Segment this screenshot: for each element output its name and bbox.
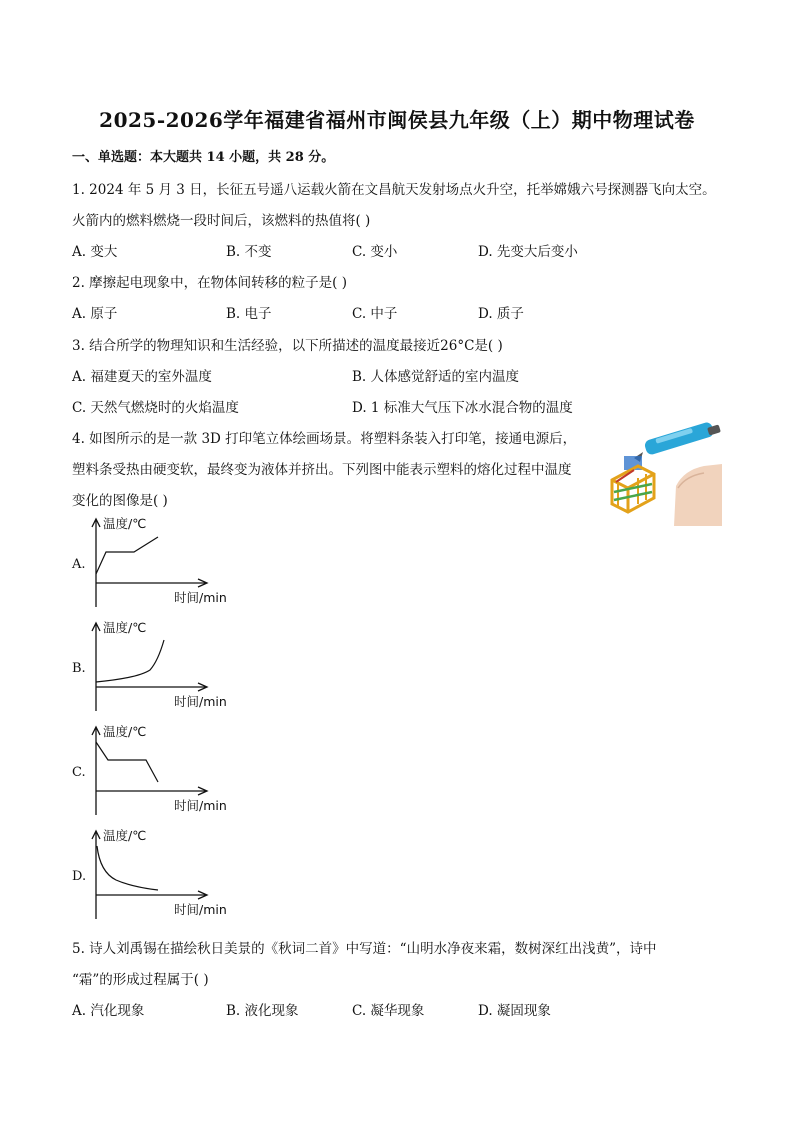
- graph-b-xlabel: 时间/min: [174, 694, 227, 709]
- q5-option-a: A. 汽化现象: [72, 1003, 145, 1019]
- graph-c-xlabel: 时间/min: [174, 798, 227, 813]
- q2-option-d: D. 质子: [478, 306, 524, 322]
- q2-text: 2. 摩擦起电现象中，在物体间转移的粒子是( ): [72, 275, 347, 291]
- q1-text-line1: 1. 2024 年 5 月 3 日，长征五号遥八运载火箭在文昌航天发射场点火升空，托举嫦娥六号探测器飞向太空。: [72, 182, 716, 198]
- graph-a-label: A.: [72, 557, 86, 572]
- q1-option-c: C. 变小: [352, 244, 398, 260]
- q2-option-b: B. 电子: [226, 306, 272, 322]
- graph-d: [88, 824, 248, 924]
- q3-option-a: A. 福建夏天的室外温度: [72, 369, 212, 385]
- graph-b-ylabel: 温度/℃: [103, 620, 147, 635]
- q3-option-d: D. 1 标准大气压下冰水混合物的温度: [352, 400, 573, 416]
- page-title: 2025-2026学年福建省福州市闽侯县九年级（上）期中物理试卷: [99, 108, 695, 132]
- graph-c-label: C.: [72, 765, 86, 780]
- q5-option-b: B. 液化现象: [226, 1003, 299, 1019]
- q4-text-line3: 变化的图像是( ): [72, 493, 168, 509]
- q5-text-line1: 5. 诗人刘禹锡在描绘秋日美景的《秋词二首》中写道：“山明水净夜来霜，数树深红出浅黄”，诗中: [72, 941, 657, 957]
- q5-option-d: D. 凝固现象: [478, 1003, 551, 1019]
- q2-option-c: C. 中子: [352, 306, 398, 322]
- graph-d-ylabel: 温度/℃: [103, 828, 147, 843]
- 3d-printing-pen-image: [604, 418, 722, 526]
- q1-option-b: B. 不变: [226, 244, 272, 260]
- q4-text-line1: 4. 如图所示的是一款 3D 打印笔立体绘画场景。将塑料条装入打印笔，接通电源后，: [72, 431, 577, 447]
- q1-text-line2: 火箭内的燃料燃烧一段时间后，该燃料的热值将( ): [72, 213, 371, 229]
- graph-c: [88, 720, 248, 820]
- graph-c-curve: [96, 742, 158, 782]
- graph-a-ylabel: 温度/℃: [103, 516, 147, 531]
- q2-option-a: A. 原子: [72, 306, 118, 322]
- q3-option-b: B. 人体感觉舒适的室内温度: [352, 369, 520, 385]
- q5-text-line2: “霜”的形成过程属于( ): [72, 972, 209, 988]
- graph-c-ylabel: 温度/℃: [103, 724, 147, 739]
- graph-d-curve: [97, 846, 158, 890]
- q5-option-c: C. 凝华现象: [352, 1003, 425, 1019]
- graph-b: [88, 616, 248, 716]
- graph-a-curve: [96, 537, 158, 574]
- q3-option-c: C. 天然气燃烧时的火焰温度: [72, 400, 239, 416]
- q1-option-d: D. 先变大后变小: [478, 244, 578, 260]
- q1-option-a: A. 变大: [72, 244, 118, 260]
- graph-a-xlabel: 时间/min: [174, 590, 227, 605]
- q4-text-line2: 塑料条受热由硬变软，最终变为液体并挤出。下列图中能表示塑料的熔化过程中温度: [72, 462, 572, 478]
- q3-text: 3. 结合所学的物理知识和生活经验，以下所描述的温度最接近26°C是( ): [72, 338, 503, 354]
- graph-d-label: D.: [72, 869, 87, 884]
- section-heading: 一、单选题：本大题共 14 小题，共 28 分。: [72, 150, 335, 165]
- graph-d-xlabel: 时间/min: [174, 902, 227, 917]
- graph-a: [88, 512, 248, 612]
- graph-b-curve: [96, 640, 164, 682]
- graph-b-label: B.: [72, 661, 86, 676]
